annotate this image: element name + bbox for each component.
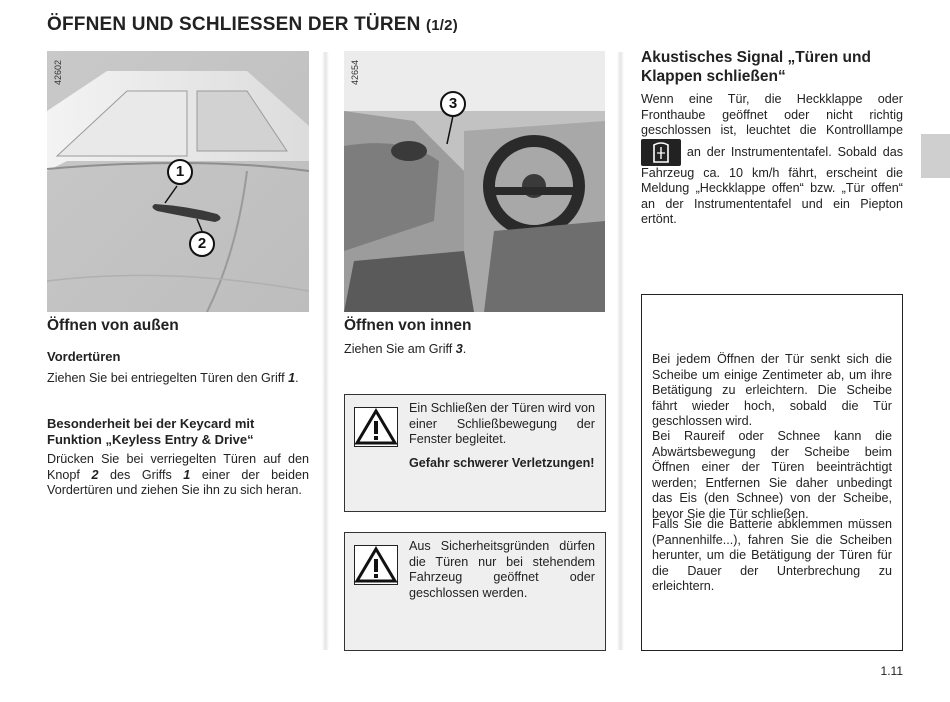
section-heading-outside: Öffnen von außen [47,317,179,334]
subheading-front-doors: Vordertüren [47,349,121,364]
callout-1: 1 [167,159,193,185]
warning-box-stationary [344,532,606,651]
note-paragraph-2: Bei Raureif oder Schnee kann die Abwärtsbewegung der Scheibe beim Öffnen einer der Türen beeinträchtigt werden; Entfernen Sie daher unbedingt das Eis (den Schnee) von der Scheibe, bevor Sie die Tür schließen. [652,429,892,521]
warning-text-closing: Ein Schließen der Türen wird von einer Schließbewegung der Fenster begleitet. [409,401,595,446]
page-title: ÖFFNEN UND SCHLIESSEN DER TÜREN (1/2) [47,14,458,35]
warning-triangle-icon [354,407,398,447]
note-paragraph-3: Falls Sie die Batterie abklemmen müssen (Pannenhilfe...), fahren Sie die Scheiben herunter, um die Betätigung der Türen für die Dauer der Unterbrechung zu erleichtern. [652,517,892,593]
photo-interior-door-handle [344,51,605,312]
door-open-warning-lamp-icon [641,139,681,166]
photo-code: 42654 [350,59,360,85]
photo-code: 42602 [53,59,63,85]
paragraph-acoustic-signal: Wenn eine Tür, die Heckklappe oder Fronthaube geöffnet oder nicht richtig geschlossen ist, leuchtet die Kontrolllampe an der Instrumententafel. Sobald das Fahrzeug ca. 10 km/h fährt, erscheint die Meldung „Heckklappe offen“ bzw. „Tür offen“ an der Instrumententafel und ein Piepton ertönt. [641,92,904,226]
column-divider [617,52,624,650]
page-number: 1.11 [880,664,903,678]
photo-exterior-door-handle [47,51,309,312]
subheading-keycard: Besonderheit bei der Keycard mit Funktion „Keyless Entry & Drive“ [47,416,255,447]
warning-triangle-icon [354,545,398,585]
paragraph-inside: Ziehen Sie am Griff 3. [344,342,467,356]
section-heading-inside: Öffnen von innen [344,317,472,334]
paragraph-outside-1: Ziehen Sie bei entriegelten Türen den Griff 1. [47,371,299,385]
column-divider [322,52,329,650]
page-title-suffix: (1/2) [426,17,458,34]
note-box-window [641,294,903,651]
callout-3: 3 [440,91,466,117]
warning-text-stationary: Aus Sicherheitsgründen dürfen die Türen nur bei stehendem Fahrzeug geöffnet oder geschlossen werden. [409,539,595,600]
door-open-glyph [641,139,681,166]
note-paragraph-1: Bei jedem Öffnen der Tür senkt sich die Scheibe um einige Zentimeter ab, um ihre Betätigung zu erleichtern. Die Scheibe fährt wieder hoch, sobald die Tür geschlossen wird. [652,352,892,428]
warning-box-closing [344,394,606,512]
paragraph-outside-2: Drücken Sie bei verriegelten Türen auf den Knopf 2 des Griffs 1 einer der beiden Vordertüren und ziehen Sie ihn zu sich heran. [47,452,309,497]
section-heading-acoustic-signal: Akustisches Signal „Türen und Klappen schließen“ [641,49,871,85]
chapter-tab [921,134,950,178]
warning-danger-text: Gefahr schwerer Verletzungen! [409,456,595,470]
interior-illustration [344,51,605,312]
callout-2: 2 [189,231,215,257]
